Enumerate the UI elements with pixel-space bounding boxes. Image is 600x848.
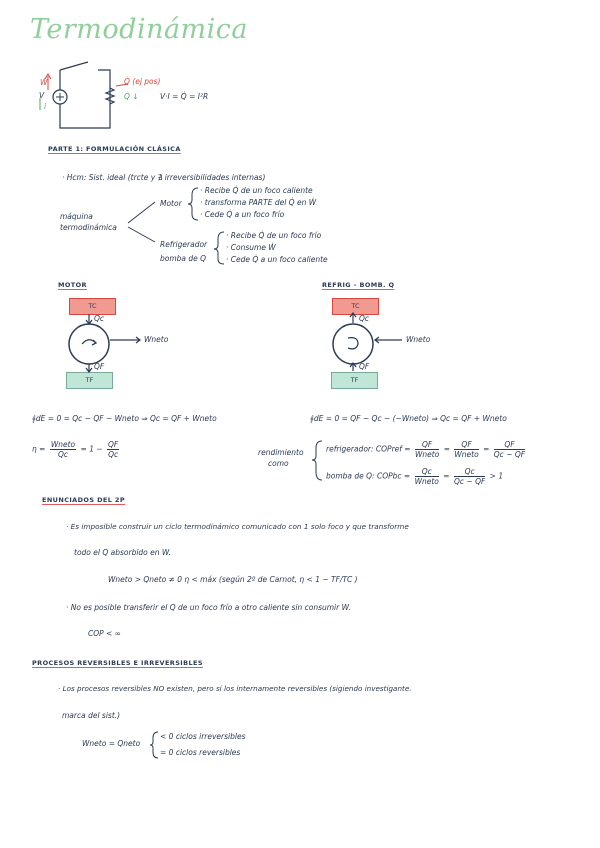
circuit-q-eq: Q̇ ↓ <box>124 92 139 101</box>
cop-bomba-end: > 1 <box>489 471 504 481</box>
cop-refri-f3-den: Qc − QF <box>493 450 526 459</box>
circuit-v-label: V <box>39 91 45 100</box>
rendimiento-label-1: rendimiento <box>258 448 304 457</box>
eta-num1: Wneto <box>50 440 76 449</box>
eta-den1: Qc <box>57 450 68 459</box>
refri-w-label: Wneto <box>406 335 431 344</box>
refri-label-1: Refrigerador <box>160 240 208 249</box>
procesos-line-2: marca del sist.) <box>62 711 121 720</box>
enunciado-line-5: COP < ∞ <box>88 629 121 638</box>
motor-qc-label: Qc <box>94 314 105 323</box>
refri-diagram-label: REFRIG - BOMB. Q <box>322 281 395 289</box>
maquina-label-1: máquina <box>60 212 93 221</box>
section-heading-parte1: PARTE 1: FORMULACIÓN CLÁSICA <box>48 145 181 153</box>
cop-bomba-f2-den: Qc − QF <box>453 477 486 486</box>
cop-refri-f2-den: Wneto <box>454 450 479 459</box>
section-heading-enunciados: ENUNCIADOS DEL 2P <box>42 496 126 504</box>
circuit-q-label: Q̇ (ej pos) <box>124 77 161 86</box>
cop-bomba-formula: bomba de Q: COPbc = $\frac{Qc}{\text{Wneto}}$ = $\frac{Qc}{Qc - QF}$ > 1 <box>326 467 504 486</box>
page-title: Termodinámica <box>30 14 249 45</box>
maquina-label-2: termodinámica <box>60 223 117 232</box>
rendimiento-label-2: como <box>268 459 289 468</box>
refri-energy-eq: ∮dE = 0 = QF − Qc − (−Wneto) ⇒ Qc = QF + Wneto <box>310 414 507 423</box>
enunciado-line-4: · No es posible transferir el Q de un foco frío a otro caliente sin consumir W. <box>66 603 351 612</box>
refri-item-1: · Recibe Q̇ de un foco frío <box>226 231 322 240</box>
cop-bomba-f1-num: Qc <box>415 467 439 477</box>
cop-bomba-f2-num: Qc <box>454 467 485 477</box>
motor-item-1: · Recibe Q̇ de un foco caliente <box>200 186 313 195</box>
hipotesis-text: · Hcm: Sist. ideal (trcte y ∄ irreversibilidades internas) <box>62 173 266 182</box>
refri-qf-label: QF <box>359 362 370 371</box>
eta-den2: Qc <box>108 450 119 459</box>
cop-bomba-f1-den: Wneto <box>414 477 439 486</box>
cop-refri-formula: refrigerador: COPref = $\frac{QF}{\text{Wneto}}$ = $\frac{QF}{\text{Wneto}}$ = $\frac{QF}{Qc - QF}$ <box>326 440 526 459</box>
eta-num2: QF <box>108 440 119 449</box>
motor-hot-reservoir: TC <box>69 298 116 315</box>
cop-refri-lhs: refrigerador: COPref = <box>326 444 411 454</box>
circuit-i-label: i <box>44 102 47 111</box>
eta-mid: = 1 − <box>80 444 103 454</box>
cop-bomba-lhs: bomba de Q: COPbc = <box>326 471 411 481</box>
circuit-vi-eq: V·I = Q̇ = I²R <box>160 92 209 101</box>
motor-item-2: · transforma PARTE del Q̇ en Ẇ <box>200 198 317 207</box>
procesos-wq: Wneto = Qneto <box>82 739 141 748</box>
motor-item-3: · Cede Q̇ a un foco frío <box>200 210 285 219</box>
enunciado-line-3: Wneto > Qneto ≠ 0 η < máx (según 2º de Carnot, η < 1 − TF/TC ) <box>108 575 358 584</box>
circuit-w-label: Ẇ <box>40 78 48 87</box>
procesos-line-1: · Los procesos reversibles NO existen, pero sí los internamente reversibles (sigiendo investigante. <box>58 684 412 693</box>
motor-diagram-label: MOTOR <box>58 281 87 289</box>
cop-refri-f1-num: QF <box>415 440 439 450</box>
procesos-case-1: < 0 ciclos irreversibles <box>160 732 246 741</box>
refri-item-2: · Consume Ẇ <box>226 243 276 252</box>
cop-refri-f2-num: QF <box>454 440 478 450</box>
procesos-case-2: = 0 ciclos reversibles <box>160 748 241 757</box>
refri-cold-reservoir: TF <box>331 372 378 389</box>
cop-refri-f3-num: QF <box>494 440 525 450</box>
refri-hot-reservoir: TC <box>332 298 379 315</box>
eta-lhs: η = <box>32 444 46 454</box>
refri-label-2: bomba de Q <box>160 254 207 263</box>
cop-refri-f1-den: Wneto <box>414 450 440 459</box>
motor-w-label: Wneto <box>144 335 169 344</box>
section-heading-procesos: PROCESOS REVERSIBLES E IRREVERSIBLES <box>32 659 203 667</box>
refri-item-3: · Cede Q̇ a un foco caliente <box>226 255 328 264</box>
enunciado-line-2: todo el Q absorbido en W. <box>74 548 172 557</box>
enunciado-line-1: · Es imposible construir un ciclo termodinámico comunicado con 1 solo foco y que transforme <box>66 522 409 531</box>
refri-qc-label: Qc <box>359 314 370 323</box>
motor-qf-label: QF <box>94 362 105 371</box>
motor-energy-eq: ∮dE = 0 = Qc − QF − Wneto ⇒ Qc = QF + Wneto <box>32 414 217 423</box>
motor-label: Motor <box>160 199 182 208</box>
motor-cold-reservoir: TF <box>66 372 113 389</box>
